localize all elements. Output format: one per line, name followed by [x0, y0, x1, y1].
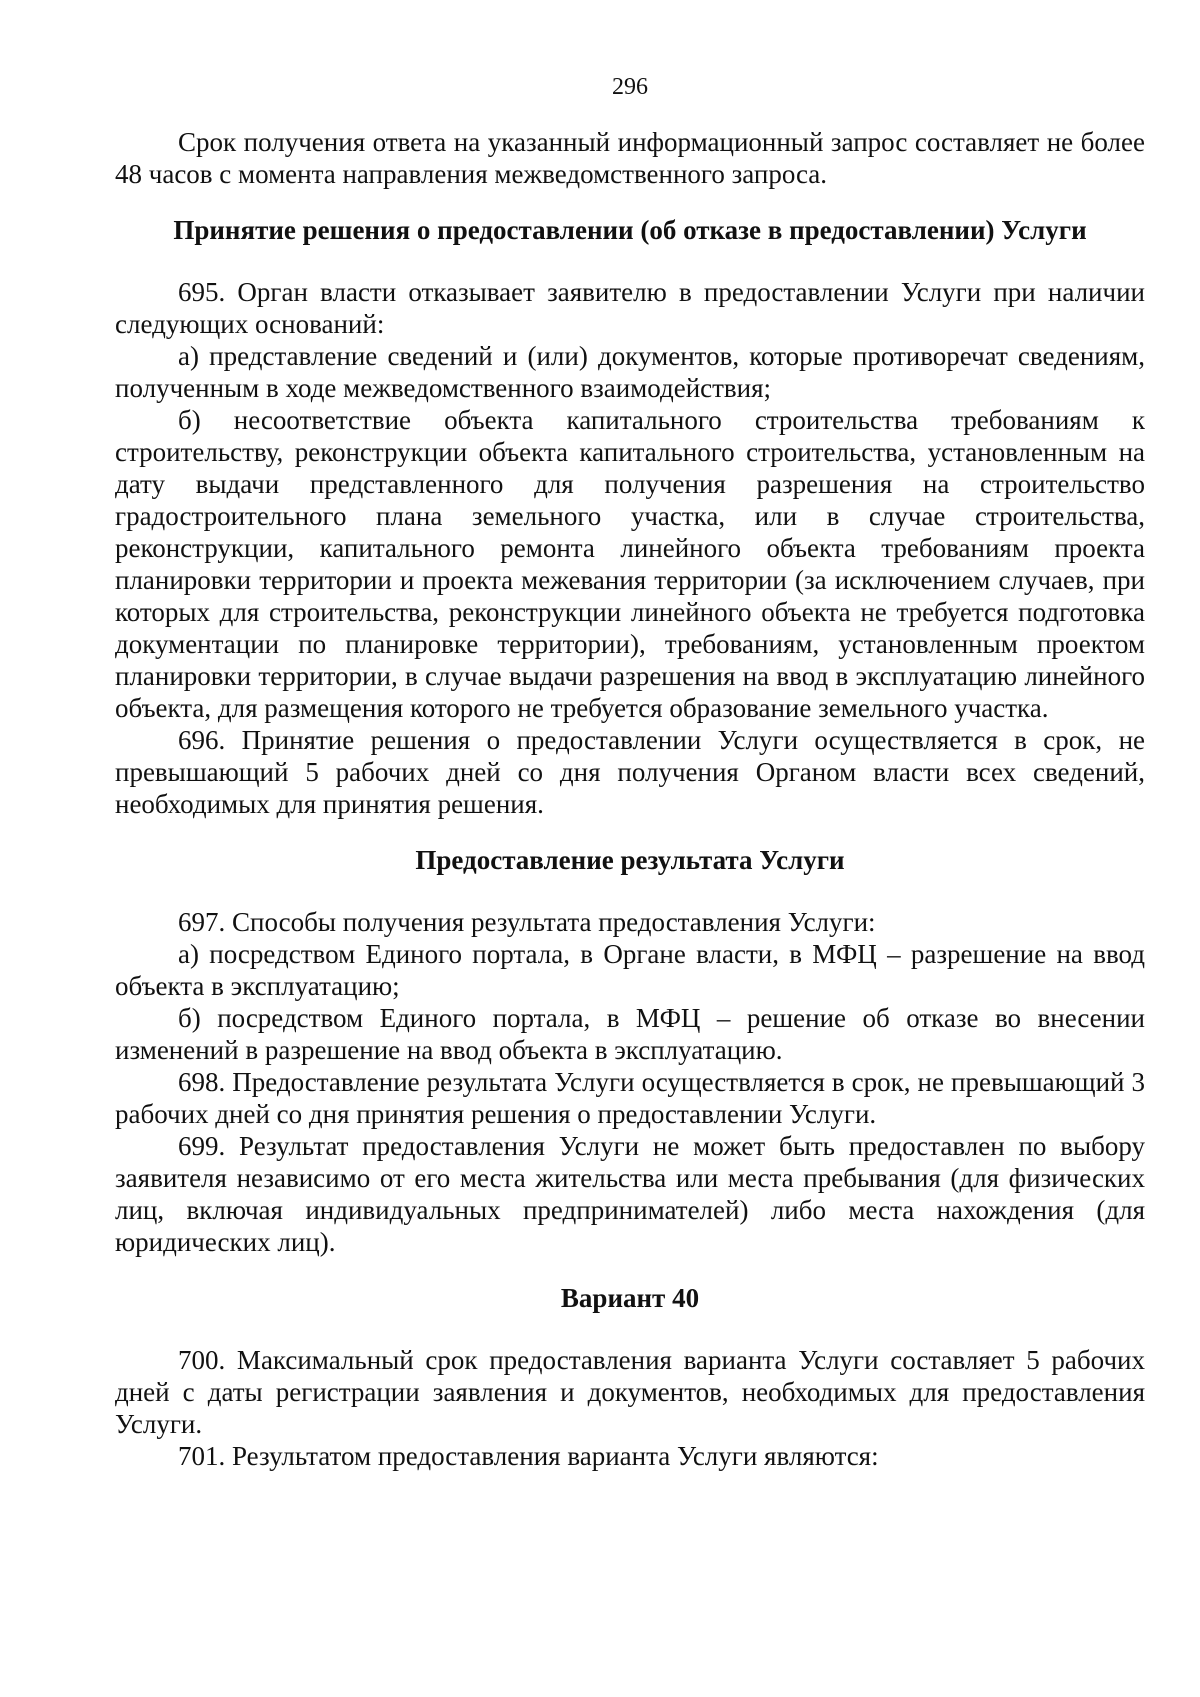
- paragraph-699: 699. Результат предоставления Услуги не может быть предоставлен по выбору заявителя независимо от его места жительства или места пребывания (для физических лиц, включая индивидуальных предпринимателей) либо места нахождения (для юридических лиц).: [115, 1131, 1145, 1257]
- paragraph-700: 700. Максимальный срок предоставления варианта Услуги составляет 5 рабочих дней с даты регистрации заявления и документов, необходимых для предоставления Услуги.: [115, 1345, 1145, 1439]
- page-number: 296: [612, 74, 648, 100]
- paragraph-695-a: а) представление сведений и (или) документов, которые противоречат сведениям, полученным в ходе межведомственного взаимодействия;: [115, 341, 1145, 403]
- heading-variant-40: Вариант 40: [560, 1283, 700, 1313]
- document-page: [115, 0, 1145, 1697]
- heading-result: Предоставление результата Услуги: [415, 845, 845, 875]
- paragraph-701: 701. Результатом предоставления варианта Услуги являются:: [178, 1441, 879, 1471]
- paragraph-698: 698. Предоставление результата Услуги осуществляется в срок, не превышающий 3 рабочих дней со дня принятия решения о предоставлении Услуги.: [115, 1067, 1145, 1129]
- paragraph-697: 697. Способы получения результата предоставления Услуги:: [178, 907, 876, 937]
- paragraph-697-a: а) посредством Единого портала, в Органе власти, в МФЦ – разрешение на ввод объекта в эксплуатацию;: [115, 939, 1145, 1001]
- paragraph-696: 696. Принятие решения о предоставлении Услуги осуществляется в срок, не превышающий 5 рабочих дней со дня получения Органом власти всех сведений, необходимых для принятия решения.: [115, 725, 1145, 819]
- document-body: [115, 126, 1145, 1472]
- paragraph-response-term: Срок получения ответа на указанный информационный запрос составляет не более 48 часов с момента направления межведомственного запроса.: [115, 127, 1145, 189]
- paragraph-695-b: б) несоответствие объекта капитального строительства требованиям к строительству, реконструкции объекта капитального строительства, установленным на дату выдачи представленного для получения разрешения на строительство градостроительного плана земельного участка, или в случае строительства, реконструкции, капитального ремонта линейного объекта требованиям проекта планировки территории и проекта межевания территории (за исключением случаев, при которых для строительства, реконструкции линейного объекта не требуется подготовка документации по планировке территории), требованиям, установленным проектом планировки территории, в случае выдачи разрешения на ввод в эксплуатацию линейного объекта, для размещения которого не требуется образование земельного участка.: [115, 405, 1145, 723]
- heading-decision: Принятие решения о предоставлении (об отказе в предоставлении) Услуги: [173, 215, 1087, 245]
- paragraph-697-b: б) посредством Единого портала, в МФЦ – решение об отказе во внесении изменений в разрешение на ввод объекта в эксплуатацию.: [115, 1003, 1145, 1065]
- paragraph-695: 695. Орган власти отказывает заявителю в предоставлении Услуги при наличии следующих оснований:: [115, 277, 1145, 339]
